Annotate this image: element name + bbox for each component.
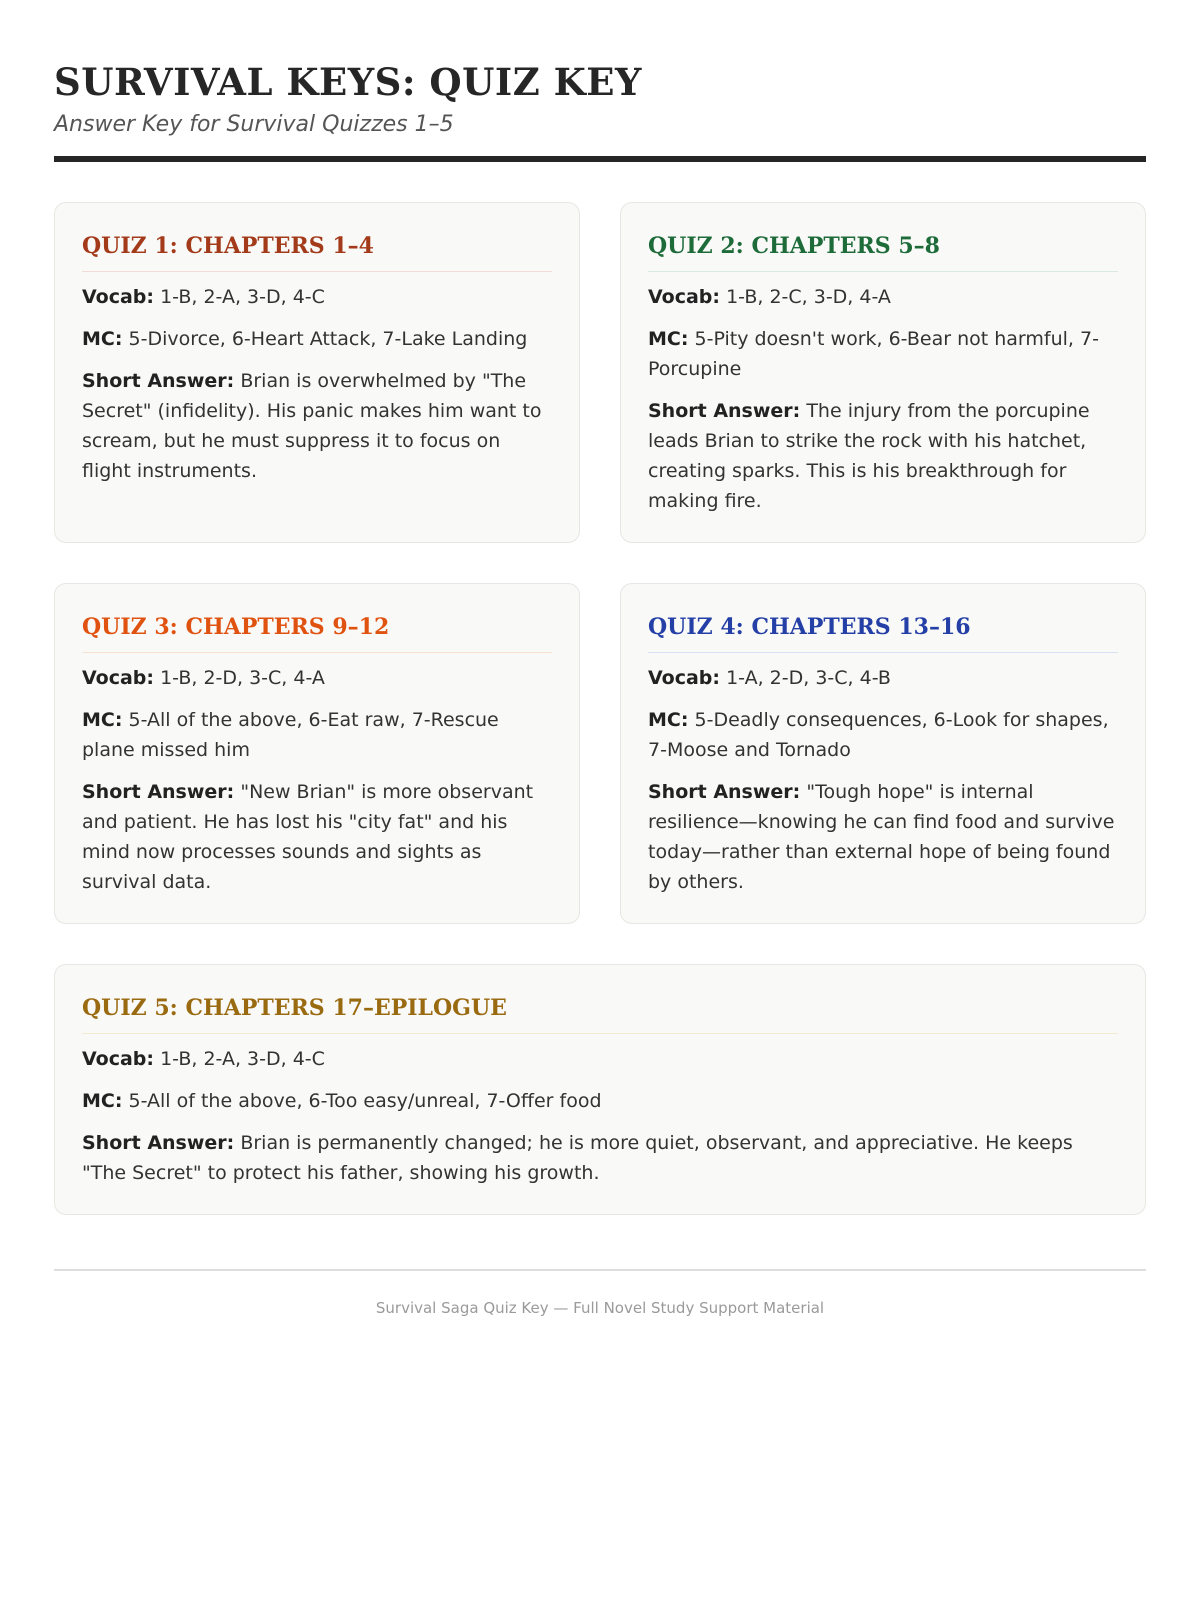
vocab-answers	[82, 663, 552, 693]
mc-label: MC:	[648, 328, 689, 350]
short-answer-label: Short Answer:	[82, 1132, 235, 1154]
mc-answers	[82, 1086, 1118, 1116]
short-answer-label: Short Answer:	[82, 781, 235, 803]
short-answer-label: Short Answer:	[648, 781, 801, 803]
header-divider	[54, 156, 1146, 162]
short-answer-value: Brian is overwhelmed by "The Secret" (infidelity). His panic makes him want to scream, but he must suppress it to focus on flight instruments.	[82, 370, 542, 482]
footer-divider	[54, 1269, 1146, 1271]
mc-answers	[648, 705, 1118, 765]
vocab-label: Vocab:	[82, 286, 155, 308]
page-title: SURVIVAL KEYS: QUIZ KEY	[54, 60, 642, 104]
page-subtitle: Answer Key for Survival Quizzes 1–5	[54, 112, 454, 137]
short-answer	[648, 777, 1118, 897]
short-answer-value: "Tough hope" is internal resilience—knowing he can find food and survive today—rather than external hope of being found by others.	[648, 781, 1115, 893]
vocab-answers	[82, 1044, 1118, 1074]
vocab-value: 1-B, 2-D, 3-C, 4-A	[160, 667, 325, 689]
vocab-value: 1-B, 2-A, 3-D, 4-C	[160, 1048, 325, 1070]
quiz-card-3	[54, 583, 580, 924]
quiz-title: QUIZ 1: CHAPTERS 1–4	[82, 231, 552, 272]
quiz-title: QUIZ 2: CHAPTERS 5–8	[648, 231, 1118, 272]
vocab-answers	[648, 282, 1118, 312]
vocab-label: Vocab:	[648, 286, 721, 308]
mc-value: 5-All of the above, 6-Too easy/unreal, 7-Offer food	[128, 1090, 602, 1112]
short-answer	[82, 1128, 1118, 1188]
quiz-card-4	[620, 583, 1146, 924]
quiz-card-5	[54, 964, 1146, 1215]
mc-value: 5-Deadly consequences, 6-Look for shapes, 7-Moose and Tornado	[648, 709, 1109, 761]
short-answer-label: Short Answer:	[82, 370, 235, 392]
vocab-answers	[82, 282, 552, 312]
mc-answers	[82, 705, 552, 765]
mc-label: MC:	[82, 328, 123, 350]
vocab-label: Vocab:	[648, 667, 721, 689]
vocab-value: 1-B, 2-A, 3-D, 4-C	[160, 286, 325, 308]
mc-answers	[82, 324, 552, 354]
short-answer	[82, 366, 552, 486]
quiz-card-1	[54, 202, 580, 543]
quiz-title: QUIZ 4: CHAPTERS 13–16	[648, 612, 1118, 653]
quiz-title: QUIZ 5: CHAPTERS 17–EPILOGUE	[82, 993, 1118, 1034]
vocab-value: 1-B, 2-C, 3-D, 4-A	[726, 286, 891, 308]
mc-answers	[648, 324, 1118, 384]
short-answer-value: The injury from the porcupine leads Brian to strike the rock with his hatchet, creating sparks. This is his breakthrough for making fire.	[648, 400, 1090, 512]
mc-value: 5-All of the above, 6-Eat raw, 7-Rescue plane missed him	[82, 709, 499, 761]
vocab-label: Vocab:	[82, 1048, 155, 1070]
mc-label: MC:	[648, 709, 689, 731]
short-answer-value: Brian is permanently changed; he is more quiet, observant, and appreciative. He keeps "The Secret" to protect his father, showing his growth.	[82, 1132, 1073, 1184]
vocab-label: Vocab:	[82, 667, 155, 689]
quiz-grid	[54, 202, 1146, 1215]
short-answer-label: Short Answer:	[648, 400, 801, 422]
vocab-value: 1-A, 2-D, 3-C, 4-B	[726, 667, 891, 689]
mc-value: 5-Divorce, 6-Heart Attack, 7-Lake Landing	[128, 328, 528, 350]
short-answer-value: "New Brian" is more observant and patient. He has lost his "city fat" and his mind now processes sounds and sights as survival data.	[82, 781, 534, 893]
quiz-card-2	[620, 202, 1146, 543]
footer-text: Survival Saga Quiz Key — Full Novel Study Support Material	[375, 1299, 825, 1317]
vocab-answers	[648, 663, 1118, 693]
mc-value: 5-Pity doesn't work, 6-Bear not harmful, 7-Porcupine	[648, 328, 1099, 380]
short-answer	[648, 396, 1118, 516]
quiz-title: QUIZ 3: CHAPTERS 9–12	[82, 612, 552, 653]
mc-label: MC:	[82, 1090, 123, 1112]
short-answer	[82, 777, 552, 897]
mc-label: MC:	[82, 709, 123, 731]
